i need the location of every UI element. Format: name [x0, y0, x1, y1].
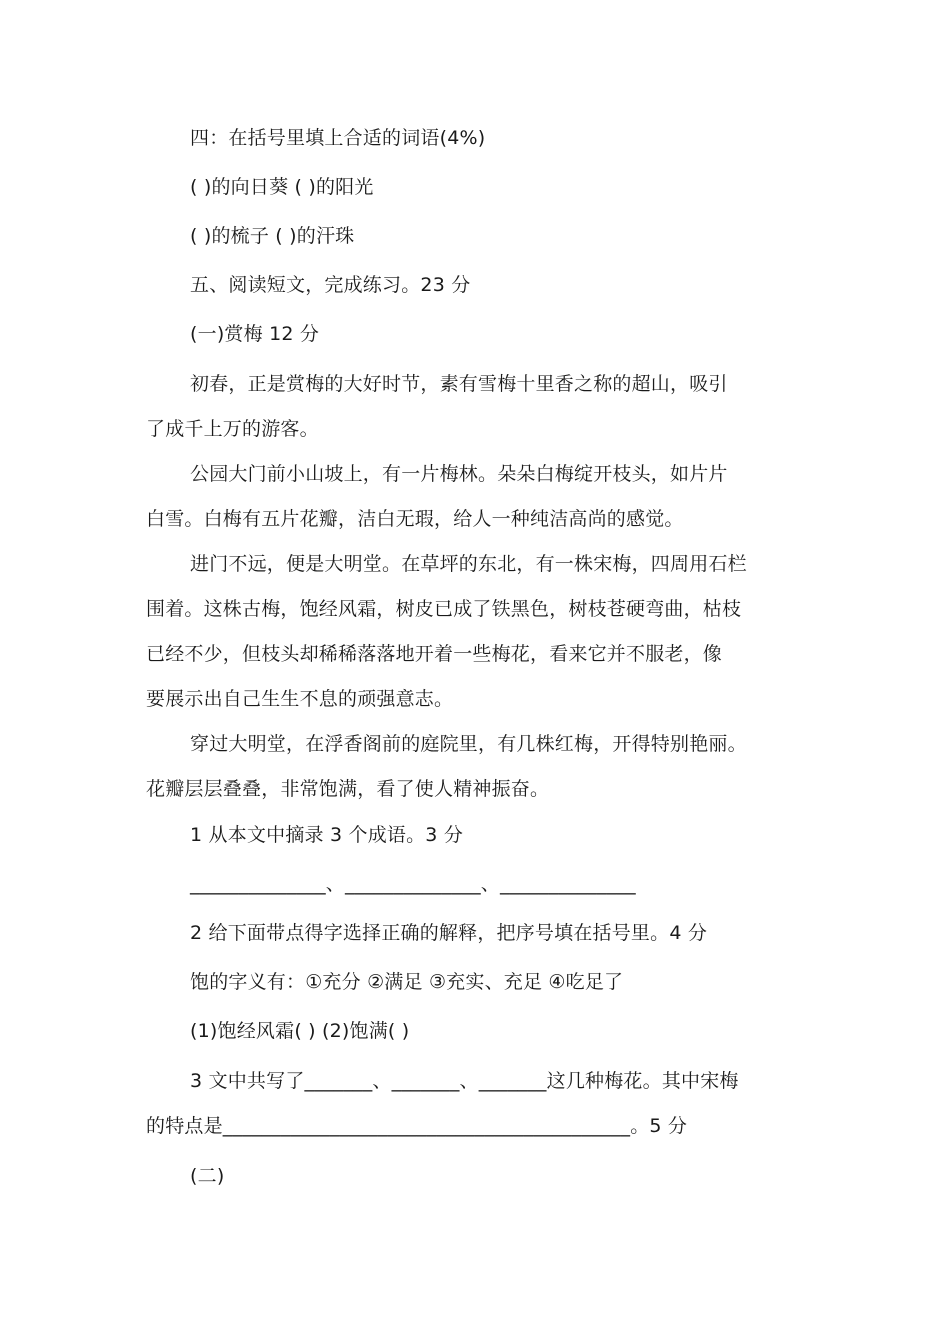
passage-two-title: (二) — [190, 1165, 225, 1187]
paragraph-3-line-3: 已经不少，但枝头却稀稀落落地开着一些梅花，看来它并不服老，像 — [146, 643, 723, 665]
fill-blank-line-1: ( )的向日葵 ( )的阳光 — [190, 176, 374, 198]
paragraph-3-line-2: 围着。这株古梅，饱经风霜，树皮已成了铁黑色，树枝苍硬弯曲，枯枝 — [146, 598, 742, 620]
section-five-heading: 五、阅读短文，完成练习。23 分 — [190, 274, 471, 296]
paragraph-1-line-1: 初春，正是赏梅的大好时节，素有雪梅十里香之称的超山，吸引 — [190, 373, 728, 395]
question-3-line-2: 的特点是__________________________________________。5 分 — [146, 1115, 688, 1137]
fill-blank-line-2: ( )的梳子 ( )的汗珠 — [190, 225, 355, 247]
paragraph-3-line-1: 进门不远，便是大明堂。在草坪的东北，有一株宋梅，四周用石栏 — [190, 553, 747, 575]
paragraph-4-line-2: 花瓣层层叠叠，非常饱满，看了使人精神振奋。 — [146, 778, 550, 800]
paragraph-1-line-2: 了成千上万的游客。 — [146, 418, 319, 440]
question-2: 2 给下面带点得字选择正确的解释，把序号填在括号里。4 分 — [190, 922, 708, 944]
question-1: 1 从本文中摘录 3 个成语。3 分 — [190, 824, 464, 846]
paragraph-2-line-1: 公园大门前小山坡上，有一片梅林。朵朵白梅绽开枝头，如片片 — [190, 463, 728, 485]
question-2-meanings: 饱的字义有：①充分 ②满足 ③充实、充足 ④吃足了 — [190, 971, 624, 993]
question-3-line-1: 3 文中共写了_______、_______、_______这几种梅花。其中宋梅 — [190, 1070, 739, 1092]
section-four-heading: 四：在括号里填上合适的词语(4%) — [190, 127, 486, 149]
paragraph-4-line-1: 穿过大明堂，在浮香阁前的庭院里，有几株红梅，开得特别艳丽。 — [190, 733, 747, 755]
question-1-answer-blanks: ______________、______________、______________ — [190, 873, 636, 895]
paragraph-3-line-4: 要展示出自己生生不息的顽强意志。 — [146, 688, 454, 710]
passage-one-title: (一)赏梅 12 分 — [190, 323, 320, 345]
paragraph-2-line-2: 白雪。白梅有五片花瓣，洁白无瑕，给人一种纯洁高尚的感觉。 — [146, 508, 684, 530]
question-2-items: (1)饱经风霜( ) (2)饱满( ) — [190, 1020, 410, 1042]
